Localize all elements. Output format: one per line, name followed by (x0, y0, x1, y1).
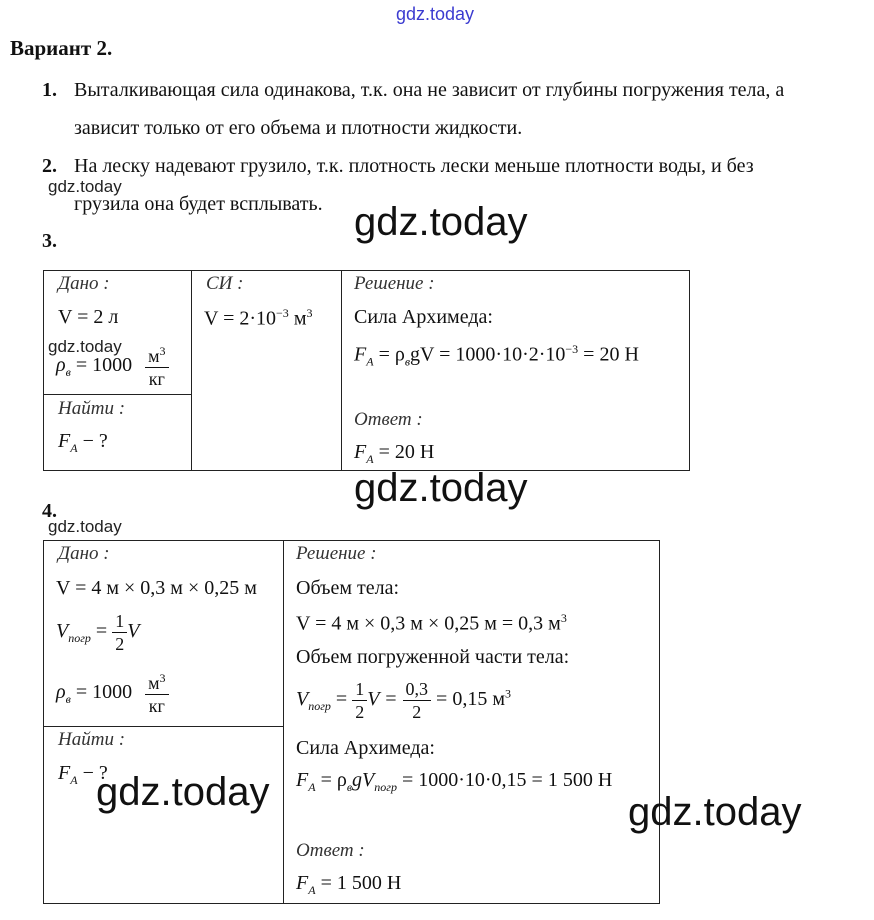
task-3-si-value: $V = 2\cdot 10^{-3}$ $м^3$ (204, 306, 313, 330)
task-4-archimedes-formula: $F_A = \rho_вgV_{погр} = 1000\cdot 10\cdot 0,15 = 1$ 500 Н (296, 769, 613, 794)
task-3-formula: $F_A = \rho_вgV = 1000\cdot 10\cdot 2\cdot 10^{-3} = 20$ Н (354, 342, 639, 369)
task-3-find-header: Найти : (58, 398, 126, 419)
watermark-big-2: gdz.today (354, 466, 528, 510)
task-3-find-value: $F_A$ − ? (58, 430, 108, 455)
task-4-submerged-formula: $V_{погр}$ = $\frac{1}{2}$ V = $\frac{0,3}{2}$ = 0,15 $м^3$ (296, 679, 511, 722)
task-3-solution-header: Решение : (354, 273, 435, 294)
watermark-small-1: gdz.today (48, 177, 122, 196)
task-4-volume-formula: V = 4 м × 0,3 м × 0,25 м = 0,3 $м^3$ (296, 611, 567, 635)
task-4-given-density: $\rho_в = 1000$ $\frac{м^3}{кг}$ (56, 672, 169, 715)
task-3-divider-find (43, 394, 192, 395)
task-4-volume-title: Объем тела: (296, 577, 400, 599)
task-3-answer-value: $F_A = 20$ Н (354, 441, 435, 466)
task-3-divider-2 (341, 270, 342, 471)
watermark-big-3: gdz.today (96, 770, 270, 814)
task-3-given-density: $\rho_в = 1000$ $\frac{м^3}{кг}$ (56, 345, 169, 388)
watermark-big-4: gdz.today (628, 790, 802, 834)
watermark-top: gdz.today (396, 4, 475, 24)
answer-1-number: 1. (42, 79, 57, 101)
answer-2-line-2: грузила она будет всплывать. (74, 193, 323, 215)
answer-1-line-1: Выталкивающая сила одинакова, т.к. она не зависит от глубины погружения тела, а (74, 79, 785, 101)
task-3-given-volume: V = 2 л (58, 306, 119, 328)
watermark-small-2: gdz.today (48, 337, 122, 356)
task-4-answer-header: Ответ : (296, 840, 365, 861)
task-3-divider-1 (191, 270, 192, 471)
task-4-given-volume: V = 4 м × 0,3 м × 0,25 м (56, 577, 257, 599)
task-3-solution-title: Сила Архимеда: (354, 306, 493, 328)
answer-1-line-2: зависит только от его объема и плотности жидкости. (74, 117, 523, 139)
task-4-given-header: Дано : (58, 543, 110, 564)
watermark-big-1: gdz.today (354, 200, 528, 244)
task-4-number: 4. (42, 500, 57, 522)
task-4-solution-header: Решение : (296, 543, 377, 564)
answer-2-number: 2. (42, 155, 57, 177)
task-4-archimedes-title: Сила Архимеда: (296, 737, 435, 759)
task-4-find-header: Найти : (58, 729, 126, 750)
task-3-si-header: СИ : (206, 273, 244, 294)
task-4-find-value: $F_A$ − ? (58, 762, 108, 787)
task-4-divider-find (43, 726, 284, 727)
task-3-given-header: Дано : (58, 273, 110, 294)
answer-2-line-1: На леску надевают грузило, т.к. плотность лески меньше плотности воды, и без (74, 155, 754, 177)
page-title: Вариант 2. (10, 36, 113, 60)
watermark-small-3: gdz.today (48, 517, 122, 536)
task-3-answer-header: Ответ : (354, 409, 423, 430)
task-4-given-submerged: $V_{погр}$ = $\frac{1}{2}$ V (56, 611, 140, 654)
task-3-number: 3. (42, 230, 57, 252)
task-4-answer-value: $F_A = 1$ 500 Н (296, 872, 402, 897)
task-4-submerged-title: Объем погруженной части тела: (296, 646, 570, 668)
task-4-divider-1 (283, 540, 284, 904)
